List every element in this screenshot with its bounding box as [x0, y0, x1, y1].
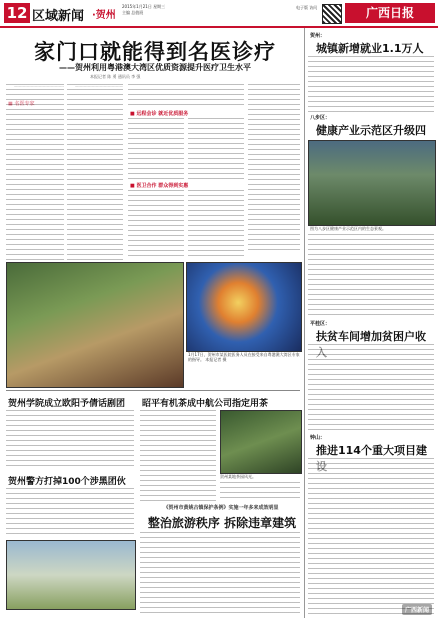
main-byline: 本报记者 陈 勇 通讯员 李 强: [90, 74, 141, 79]
text-block: [188, 118, 244, 180]
text-block: [220, 482, 300, 502]
text-block: [140, 532, 300, 614]
section-subtitle: ·贺州: [92, 10, 116, 21]
header-editor: 主编 总值班: [122, 10, 144, 15]
text-block: [188, 190, 244, 256]
text-block: [128, 118, 184, 180]
right-headline-3: 扶贫车间增加贫困户收: [316, 330, 426, 343]
text-block: [128, 84, 244, 106]
right-headline-4: 推进114个重大项目建: [316, 444, 427, 457]
watermark: 广西新闻: [402, 604, 432, 615]
text-block: [248, 84, 300, 254]
right-photo: [308, 140, 436, 226]
right-place-2: 八步区：: [310, 115, 331, 121]
text-block: [308, 56, 434, 112]
tea-garden-photo: [220, 410, 302, 474]
right-place-1: 贺州：: [310, 33, 326, 39]
page-number: 12: [4, 3, 30, 23]
main-photo-caption: 1月17日，贺州市某医院医务人员在接受来自粤港澳大湾区专家的指导。 本报记者 摄: [188, 352, 300, 362]
lower-big-headline: 整治旅游秩序 拆除违章建筑: [147, 516, 297, 530]
main-subheadline: ——贺州利用粤港澳大湾区优质资源提升医疗卫生水平: [59, 63, 251, 72]
qr-code-icon[interactable]: [322, 4, 342, 24]
header-date: 2015年1月21日 星期三: [122, 4, 166, 9]
main-photo-right: [186, 262, 302, 352]
main-photo-left: [6, 262, 184, 388]
right-photo-caption: 图为八步区健康产业示范区内的生态景观。: [310, 226, 386, 231]
header-small: 电子版 访问: [296, 5, 318, 10]
right-headline-2: 健康产业示范区升级四: [316, 124, 426, 137]
text-block: [6, 410, 134, 470]
text-block: [6, 84, 64, 262]
lower-photo-left: [6, 540, 136, 610]
right-place-4: 钟山：: [310, 435, 326, 441]
text-block: [128, 190, 184, 256]
lower-headline-b: 贺州警方打掉100个涉黑团伙: [8, 477, 126, 487]
lower-headline-a: 贺州学院成立欧阳予倩话剧团: [8, 399, 126, 409]
main-headline: 家门口就能得到名医诊疗: [34, 40, 276, 64]
text-block: [308, 458, 434, 614]
text-block: [6, 488, 134, 536]
regulation-label: 《贺州市黄姚古镇保护条例》实施一年多来成效明显: [163, 505, 279, 511]
text-block: [140, 410, 216, 502]
text-block: [308, 234, 434, 318]
box-heading-3: ■ 医卫合作 群众得到实惠: [130, 183, 189, 189]
text-block: [67, 84, 123, 262]
box-heading-2: ■ 远程会诊 就近优质服务: [130, 111, 189, 117]
section-title: 区域新闻: [32, 9, 85, 24]
right-headline-1: 城镇新增就业1.1万人: [316, 42, 424, 55]
tea-photo-caption: 贺州某地茶园风光。: [220, 474, 256, 479]
header-meta: [122, 4, 302, 16]
lower-headline-c: 昭平有机茶成中航公司指定用茶: [142, 399, 269, 409]
right-place-3: 平桂区：: [310, 321, 331, 327]
newspaper-logo: 广西日报: [345, 3, 435, 23]
text-block: [308, 344, 434, 432]
column-divider: [304, 28, 305, 618]
section-rule: [6, 390, 300, 391]
